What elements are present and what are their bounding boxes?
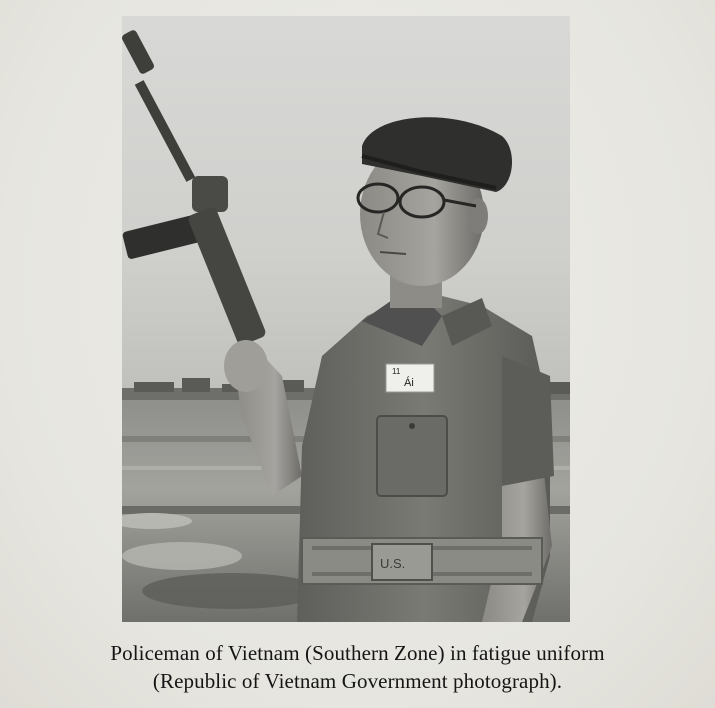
name-tag-number: 11	[392, 367, 401, 376]
name-tag-text: Ái	[404, 377, 414, 389]
belt-text: U.S.	[380, 556, 406, 571]
caption-line-2: (Republic of Vietnam Government photograph).	[152, 669, 563, 693]
photograph	[122, 16, 570, 622]
photo-illustration	[122, 16, 570, 622]
gripping-hand	[224, 340, 268, 392]
caption-line-1: Policeman of Vietnam (Southern Zone) in fatigue uniform	[110, 641, 605, 665]
